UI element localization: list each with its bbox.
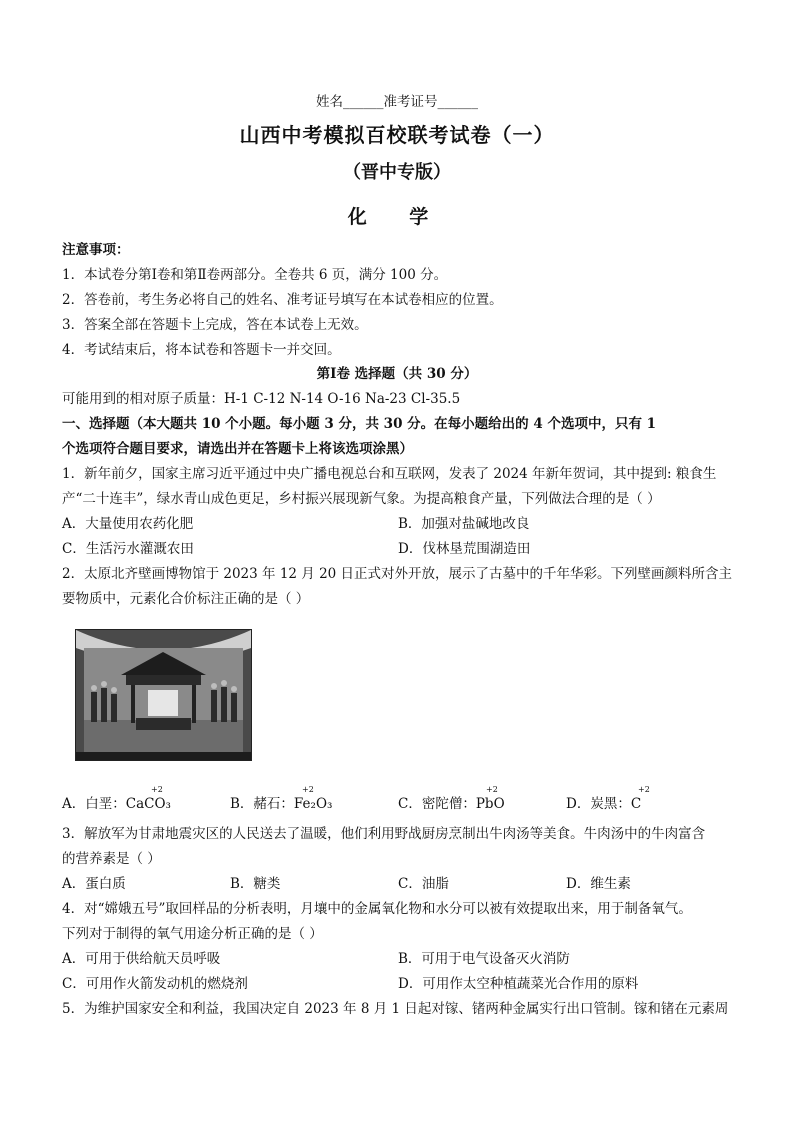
- q3-option-c: C．油脂: [398, 876, 449, 892]
- q2-option-d-formula: C: [630, 796, 642, 812]
- notes-heading: 注意事项：: [62, 242, 130, 258]
- q2-option-d-charge: +2: [638, 785, 650, 794]
- section-instruction: 一、选择题（本大题共 10 个小题。每小题 3 分，共 30 分。在每小题给出的 4 个选项中，只有 1: [62, 416, 657, 432]
- q2-option-a-charge: +2: [151, 785, 163, 794]
- q1-option-c: C．生活污水灌溉农田: [62, 541, 194, 557]
- note-item: 3．答案全部在答题卡上完成，答在本试卷上无效。: [62, 317, 368, 333]
- exam-edition: （晋中专版）: [343, 162, 451, 183]
- q2-option-b-label: B．赭石：: [230, 796, 294, 812]
- q2-option-c-formula: PbO: [475, 796, 505, 812]
- q2-option-a: [62, 794, 171, 814]
- question-4-stem: 下列对于制得的氧气用途分析正确的是（ ）: [62, 926, 323, 942]
- question-3-stem: 3．解放军为甘肃地震灾区的人民送去了温暖，他们利用野战厨房烹制出牛肉汤等美食。牛肉汤中的牛肉富含: [62, 826, 706, 842]
- question-4-stem: 4．对“嫦娥五号”取回样品的分析表明，月壤中的金属氧化物和水分可以被有效提取出来，用于制备氧气。: [62, 901, 692, 917]
- atomic-masses: 可能用到的相对原子质量：H-1 C-12 N-14 O-16 Na-23 Cl-35.5: [62, 391, 461, 407]
- q3-option-d: D．维生素: [566, 876, 631, 892]
- q1-option-d: D．伐林垦荒围湖造田: [398, 541, 531, 557]
- question-5-stem: 5．为维护国家安全和利益，我国决定自 2023 年 8 月 1 日起对镓、锗两种金属实行出口管制。镓和锗在元素周: [62, 1001, 729, 1017]
- question-1-stem: 1．新年前夕，国家主席习近平通过中央广播电视总台和互联网，发表了 2024 年新年贺词，其中提到: 粮食生: [62, 466, 717, 482]
- q2-option-c-charge: +2: [486, 785, 498, 794]
- question-2-stem: 要物质中，元素化合价标注正确的是（ ）: [62, 591, 310, 607]
- q4-option-c: C．可用作火箭发动机的燃烧剂: [62, 976, 248, 992]
- q2-option-c-label: C．密陀僧：: [398, 796, 476, 812]
- mural-painting-image: [75, 629, 252, 761]
- question-3-stem: 的营养素是（ ）: [62, 851, 161, 867]
- section-title: 第Ⅰ卷 选择题（共 30 分）: [316, 366, 478, 382]
- q2-option-b: [230, 794, 332, 814]
- q1-option-b: B．加强对盐碱地改良: [398, 516, 530, 532]
- q2-option-c: [398, 794, 505, 814]
- q4-option-b: B．可用于电气设备灭火消防: [398, 951, 570, 967]
- exam-subject: 化 学: [347, 206, 447, 228]
- question-1-stem: 产“二十连丰”，绿水青山成色更足，乡村振兴展现新气象。为提高粮食产量，下列做法合理的是（ ）: [62, 491, 661, 507]
- q2-option-a-formula: CaCO₃: [125, 796, 171, 812]
- section-instruction: 个选项符合题目要求，请选出并在答题卡上将该选项涂黑）: [62, 441, 413, 457]
- q2-option-d: [566, 794, 641, 814]
- q2-option-d-label: D．炭黑：: [566, 796, 631, 812]
- q4-option-d: D．可用作太空种植蔬菜光合作用的原料: [398, 976, 639, 992]
- q4-option-a: A．可用于供给航天员呼吸: [62, 951, 221, 967]
- exam-title: 山西中考模拟百校联考试卷（一）: [239, 123, 555, 147]
- question-2-stem: 2．太原北齐壁画博物馆于 2023 年 12 月 20 日正式对外开放，展示了古墓中的千年华彩。下列壁画颜料所含主: [62, 566, 733, 582]
- note-item: 4．考试结束后，将本试卷和答题卡一并交回。: [62, 342, 341, 358]
- note-item: 2．答卷前，考生务必将自己的姓名、准考证号填写在本试卷相应的位置。: [62, 292, 503, 308]
- q2-option-b-charge: +2: [302, 785, 314, 794]
- note-item: 1．本试卷分第Ⅰ卷和第Ⅱ卷两部分。全卷共 6 页，满分 100 分。: [62, 267, 448, 283]
- q1-option-a: A．大量使用农药化肥: [62, 516, 194, 532]
- q2-option-b-formula: Fe₂O₃: [293, 796, 333, 812]
- q3-option-b: B．糖类: [230, 876, 281, 892]
- q3-option-a: A．蛋白质: [62, 876, 126, 892]
- q2-option-a-label: A．白垩：: [62, 796, 126, 812]
- candidate-info: 姓名______准考证号______: [316, 94, 478, 110]
